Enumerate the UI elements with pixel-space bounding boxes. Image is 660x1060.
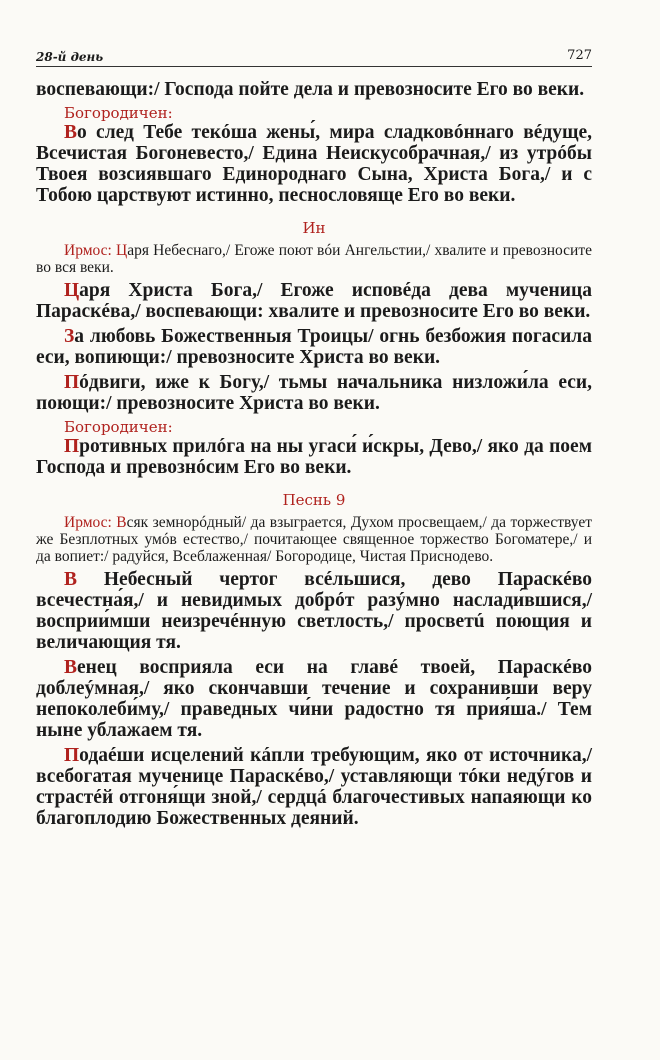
paragraph [36, 280, 592, 322]
paragraph-text: óдвиги, иже к Богу,/ тьмы начальника низложи́ла еси, поющи:/ превозносите Христа во веки. [36, 372, 592, 414]
paragraph [36, 372, 592, 414]
paragraph [36, 436, 592, 478]
section-title: Песнь 9 [282, 491, 346, 509]
page-body [36, 79, 592, 829]
paragraph [36, 79, 592, 100]
page-number: 727 [567, 48, 592, 63]
section-title: Ин [302, 219, 326, 237]
irmos [36, 242, 592, 276]
drop-initial: В [64, 657, 78, 678]
drop-initial: П [64, 436, 80, 457]
drop-initial: В [64, 122, 78, 143]
paragraph [36, 326, 592, 368]
paragraph-text: воспевающи:/ Господа пойте дела и превозносите Его во веки. [36, 79, 585, 100]
drop-initial: В [64, 569, 78, 590]
paragraph-text: ротивных прилóга на ны угаси́ и́скры, Дево,/ яко да поем Господа и превознóсим Его во веки. [36, 436, 592, 478]
drop-initial: Ц [64, 280, 80, 301]
paragraph [36, 745, 592, 829]
irmos-text: аря Небеснаго,/ Егоже поют вóи Ангельстии,/ хвалите и превозносите во вся веки. [36, 242, 593, 276]
irmos-label: Ирмос: [64, 514, 117, 531]
paragraph [36, 569, 592, 653]
irmos-label: Ирмос: [64, 242, 117, 259]
paragraph [36, 657, 592, 741]
paragraph-text: енец восприяла еси на главé твоей, Параскéво доблеýмная,/ яко скончавши течение и сохранивши веру непоколеби́му,/ праведных чи́ни радостно тя прия́ша./ Тем ныне ублажаем тя. [36, 657, 592, 741]
irmos-text: сяк земнорóдный/ да взыграется, Духом просвещаем,/ да торжествует же Безплотных умóв естество,/ почитающее священное торжество Богоматере,/ и да вопиет:/ радуйся, Всеблаженная/ Богородице, Чистая Приснодево. [36, 514, 592, 565]
paragraph-text: аря Христа Бога,/ Егоже исповéда дева мученица Параскéва,/ воспевающи: хвалите и превозносите Его во веки. [36, 280, 592, 322]
paragraph-text: Небесный чертог всéльшися, дево Параскéво всечестна́я,/ и невидимых добрóт разýмно наслади́вшися,/ восприи́мши неизречéнную светлость,/ просветú поющия и величающия тя. [36, 569, 592, 653]
paragraph-text: одаéши исцелений кáпли требующим, яко от источника,/ всебогатая мученице Параскéво,/ уставляющи тóки недýгов и страстéй отгоня́щи зной,/ сердцá благочестивых напаяющи ко благоплодию Божественных деяний. [36, 745, 592, 829]
page [36, 44, 592, 829]
drop-initial: В [116, 514, 127, 531]
section-label: Богородичен: [64, 418, 173, 436]
irmos [36, 514, 592, 565]
drop-initial: П [64, 745, 80, 766]
running-head: 28-й день [36, 50, 104, 64]
drop-initial: Ц [116, 242, 128, 259]
paragraph-text: а любовь Божественныя Троицы/ огнь безбожия погасила еси, вопиющи:/ превозносите Христа во веки. [36, 326, 592, 368]
drop-initial: П [64, 372, 80, 393]
drop-initial: З [64, 326, 75, 347]
section-label: Богородичен: [64, 104, 173, 122]
paragraph-text: о след Тебе текóша жены́, мира сладковóннаго вéдуще, Всечистая Богоневесто,/ Едина Неискусобрачная,/ из утрóбы Твоея возсиявшаго Единороднаго Сына, Христа Бога,/ и с Тобою царствуют истинно, песнословяще Его во веки. [36, 122, 592, 206]
paragraph [36, 122, 592, 206]
page-header [36, 44, 592, 67]
